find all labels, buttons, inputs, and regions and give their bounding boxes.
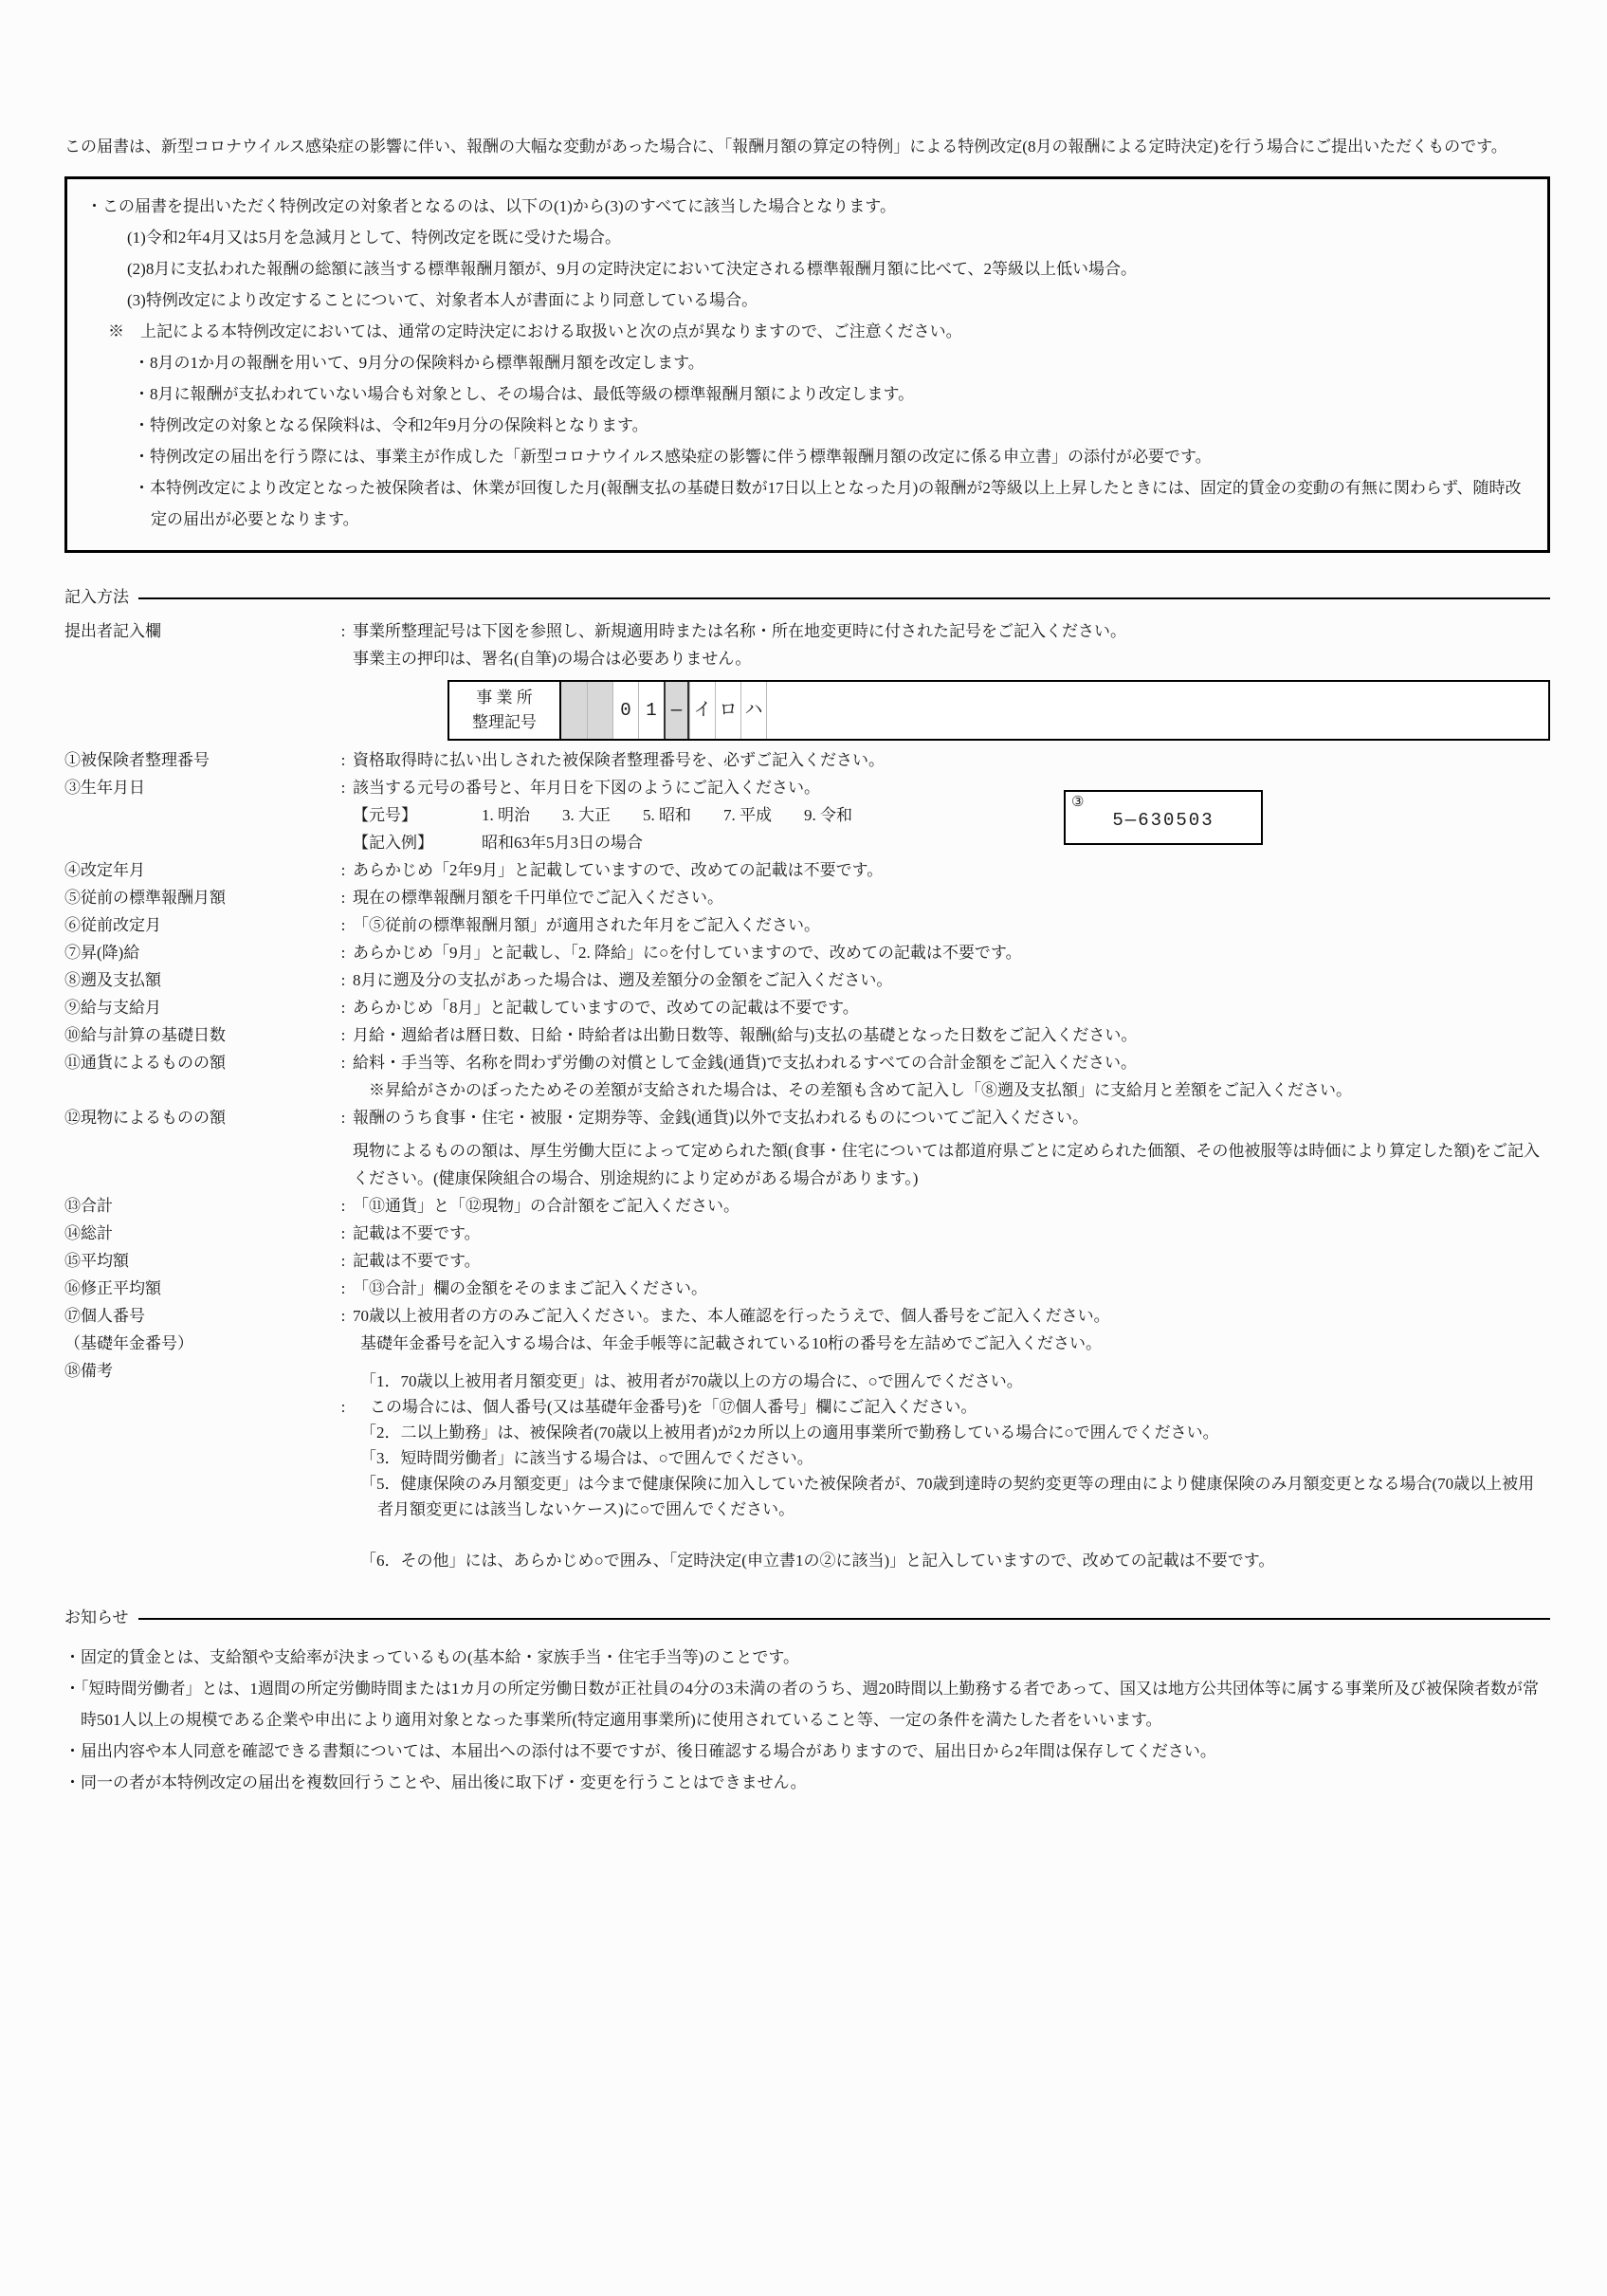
- howto-row-item4: [64, 856, 1550, 884]
- item-text-2: 基礎年金番号を記入する場合は、年金手帳等に記載されている10桁の番号を左詰めでご記入ください。: [360, 1334, 1102, 1352]
- office-code-cell: 0: [612, 682, 638, 739]
- notice-item: ・固定的賃金とは、支給額や支給率が決まっているもの(基本給・家族手当・住宅手当等)のことです。: [64, 1648, 799, 1666]
- notice-item: ・「短時間労働者」とは、1週間の所定労働時間または1カ月の所定労働日数が正社員の4分の3未満の者のうち、週20時間以上勤務する者であって、国又は地方公共団体等に属する事業所及び被保険者数が常時501人以上の規模である企業や申出により適用対象となった事業所(特定適用事業所)に使用されていること等、一定の条件を満たした者をいいます。: [64, 1680, 1539, 1729]
- item-colon: :: [340, 1109, 346, 1127]
- item-label: 提出者記入欄: [64, 622, 161, 640]
- remarks-line-3: 「2．二以上勤務」は、被保険者(70歳以上被用者)が2カ所以上の適用事業所で勤務している場合に○で囲んでください。: [360, 1424, 1219, 1442]
- notice-list: [64, 1642, 1550, 1798]
- item-text: 「⑪通貨」と「⑫現物」の合計額をご記入ください。: [353, 1197, 740, 1215]
- howto-row-item13: [64, 1192, 1550, 1220]
- birthdate-sample-box: [1064, 790, 1263, 845]
- item-colon: :: [340, 944, 346, 962]
- office-code-cell: [766, 682, 792, 739]
- item-colon: :: [340, 779, 346, 797]
- item-sublabel: （基礎年金番号）: [64, 1334, 193, 1352]
- item-colon: :: [340, 889, 346, 907]
- remarks-line-6: 「6．その他」には、あらかじめ○で囲み、「定時決定(申立書1の②に該当)」と記入していますので、改めての記載は不要です。: [360, 1552, 1275, 1570]
- howto-row-item7: [64, 939, 1550, 966]
- item-text: 「⑤従前の標準報酬月額」が適用された年月をご記入ください。: [353, 916, 820, 934]
- howto-list: [64, 617, 1550, 1573]
- item-text: [353, 617, 1550, 746]
- item-text: 給料・手当等、名称を問わず労働の対償として金銭(通貨)で支払われるすべての合計金額をご記入ください。: [353, 1054, 1137, 1072]
- item-text: 記載は不要です。: [353, 1252, 481, 1270]
- item-label: ⑪通貨によるものの額: [64, 1054, 226, 1072]
- notice-box-line: ・この届書を提出いただく特例改定の対象者となるのは、以下の(1)から(3)のすべてに該当した場合となります。: [86, 197, 896, 215]
- office-code-cell: —: [664, 682, 689, 739]
- howto-row-item6: [64, 911, 1550, 939]
- item-label: ⑫現物によるものの額: [64, 1109, 226, 1127]
- item-label: ①被保険者整理番号: [64, 751, 210, 769]
- howto-row-item18: [64, 1357, 1550, 1573]
- era-example-line: [353, 829, 1550, 856]
- item-label: ⑱備考: [64, 1362, 113, 1380]
- item-text: 資格取得時に払い出しされた被保険者整理番号を、必ずご記入ください。: [353, 751, 885, 769]
- howto-row-item5: [64, 884, 1550, 911]
- item-label: ⑥従前改定月: [64, 916, 161, 934]
- item-label: ③生年月日: [64, 779, 145, 797]
- office-code-table: [447, 680, 1550, 741]
- item-label: ⑦昇(降)給: [64, 944, 140, 962]
- item-text: あらかじめ「9月」と記載し、「2. 降給」に○を付していますので、改めての記載は不要です。: [353, 944, 1022, 962]
- notice-box-line: ・特例改定の届出を行う際には、事業主が作成した「新型コロナウイルス感染症の影響に伴う標準報酬月額の改定に係る申立書」の添付が必要です。: [134, 448, 1212, 466]
- item-colon: :: [340, 622, 346, 640]
- item-text: 8月に遡及分の支払があった場合は、遡及差額分の金額をご記入ください。: [353, 971, 893, 989]
- era-options-line: [353, 801, 1550, 829]
- item-colon: :: [340, 1252, 346, 1270]
- section-title: お知らせ: [64, 1608, 129, 1626]
- submitter-line-1: 事業所整理記号は下図を参照し、新規適用時または名称・所在地変更時に付された記号をご記入ください。: [353, 622, 1126, 640]
- item-label: ⑬合計: [64, 1197, 113, 1215]
- item-text: あらかじめ「8月」と記載していますので、改めての記載は不要です。: [353, 999, 859, 1017]
- sample-box-value: 5—630503: [1112, 810, 1214, 831]
- notice-box-line: (2)8月に支払われた報酬の総額に該当する標準報酬月額が、9月の定時決定において決定される標準報酬月額に比べて、2等級以上低い場合。: [127, 260, 1137, 278]
- remarks-line-4: 「3．短時間労働者」に該当する場合は、○で囲んでください。: [360, 1449, 813, 1467]
- howto-row-item16: [64, 1275, 1550, 1302]
- item-colon: :: [340, 751, 346, 769]
- howto-section-heading: [64, 587, 1550, 608]
- item-colon: :: [340, 861, 346, 879]
- item-label: ⑮平均額: [64, 1252, 129, 1270]
- howto-row-submitter: [64, 617, 1550, 746]
- notice-box-line: (3)特例改定により改定することについて、対象者本人が書面により同意している場合。: [127, 291, 758, 309]
- howto-row-item11: [64, 1049, 1550, 1104]
- office-code-cell: ロ: [715, 682, 740, 739]
- howto-row-item10: [64, 1021, 1550, 1049]
- item-label: ⑧遡及支払額: [64, 971, 161, 989]
- notice-item: ・同一の者が本特例改定の届出を複数回行うことや、届出後に取下げ・変更を行うことはできません。: [64, 1773, 807, 1791]
- era-label: 【元号】: [353, 806, 417, 824]
- item-colon: :: [340, 1307, 346, 1325]
- howto-row-item9: [64, 994, 1550, 1021]
- office-code-cell: ハ: [740, 682, 766, 739]
- heading-rule: [138, 1618, 1551, 1620]
- office-code-table-label: [449, 682, 561, 739]
- item-label-block: [64, 1302, 334, 1357]
- item-label: ⑯修正平均額: [64, 1279, 161, 1297]
- item-text: 70歳以上被用者の方のみご記入ください。また、本人確認を行ったうえで、個人番号をご記入ください。: [353, 1307, 1110, 1325]
- office-code-cell: 1: [638, 682, 664, 739]
- item-text: 現在の標準報酬月額を千円単位でご記入ください。: [353, 889, 723, 907]
- item-colon: :: [340, 999, 346, 1017]
- notice-box-line: ・本特例改定により改定となった被保険者は、休業が回復した月(報酬支払の基礎日数が17日以上となった月)の報酬が2等級以上上昇したときには、固定的賃金の変動の有無に関わらず、随時改定の届出が必要となります。: [134, 479, 1522, 528]
- item-colon: :: [340, 916, 346, 934]
- notice-box-line: (1)令和2年4月又は5月を急減月として、特例改定を既に受けた場合。: [127, 229, 621, 247]
- item-colon: :: [340, 1054, 346, 1072]
- item-paragraph: 現物によるものの額は、厚生労働大臣によって定められた額(食事・住宅については都道府県ごとに定められた価額、その他被服等は時価により算定した額)をご記入ください。(健康保険組合の場合、別途規約により定めがある場合があります。): [353, 1142, 1540, 1187]
- notice-box-line: ・特例改定の対象となる保険料は、令和2年9月分の保険料となります。: [134, 416, 648, 434]
- item-text: 記載は不要です。: [353, 1224, 481, 1242]
- howto-row-item3: [64, 774, 1550, 856]
- item-colon: :: [340, 1026, 346, 1044]
- birthdate-help-block: [353, 774, 1550, 856]
- item-label: ④改定年月: [64, 861, 145, 879]
- item-text-block: [353, 1104, 1550, 1192]
- howto-row-item8: [64, 966, 1550, 994]
- item-colon: :: [340, 1224, 346, 1242]
- item-text-block: [353, 1302, 1550, 1357]
- heading-rule: [138, 597, 1550, 599]
- section-title: 記入方法: [64, 588, 129, 606]
- notice-section-heading: [64, 1607, 1550, 1628]
- item-label: ⑭総計: [64, 1224, 113, 1242]
- item-colon: :: [340, 1279, 346, 1297]
- item-text: 月給・週給者は暦日数、日給・時給者は出勤日数等、報酬(給与)支払の基礎となった日数をご記入ください。: [353, 1026, 1138, 1044]
- notice-box-line: ・8月に報酬が支払われていない場合も対象とし、その場合は、最低等級の標準報酬月額により改定します。: [134, 385, 915, 403]
- howto-row-item12: [64, 1104, 1550, 1192]
- howto-row-item17: [64, 1302, 1550, 1357]
- era-options: 1. 明治 3. 大正 5. 昭和 7. 平成 9. 令和: [482, 806, 852, 824]
- intro-paragraph: この届書は、新型コロナウイルス感染症の影響に伴い、報酬の大幅な変動があった場合に、「報酬月額の算定の特例」による特例改定(8月の報酬による定時決定)を行う場合にご提出いただくものです。: [64, 138, 1507, 156]
- sample-box-number: ③: [1071, 795, 1085, 810]
- item-label: ⑩給与計算の基礎日数: [64, 1026, 226, 1044]
- remarks-block: [353, 1357, 1550, 1573]
- item-text: あらかじめ「2年9月」と記載していますので、改めての記載は不要です。: [353, 861, 884, 879]
- remarks-line-2: この場合には、個人番号(又は基礎年金番号)を「⑰個人番号」欄にご記入ください。: [370, 1398, 977, 1416]
- item-note: ※昇給がさかのぼったためその差額が支給された場合は、その差額も含めて記入し「⑧遡及支払額」に支給月と差額をご記入ください。: [369, 1081, 1352, 1099]
- office-code-label-line1: 事 業 所: [476, 689, 533, 707]
- remarks-line-5: 「5．健康保険のみ月額変更」は今まで健康保険に加入していた被保険者が、70歳到達時の契約変更等の理由により健康保険のみ月額変更となる場合(70歳以上被用者月額変更には該当しないケース)に○で囲んでください。: [360, 1475, 1535, 1518]
- item-label: ⑰個人番号: [64, 1307, 145, 1325]
- item-text: 該当する元号の番号と、年月日を下図のようにご記入ください。: [353, 779, 820, 797]
- item-colon: :: [340, 1398, 346, 1416]
- office-code-label-line2: 整理記号: [472, 713, 537, 731]
- submitter-line-2: 事業主の押印は、署名(自筆)の場合は必要ありません。: [353, 650, 752, 668]
- example-text: 昭和63年5月3日の場合: [482, 834, 643, 852]
- howto-row-item14: [64, 1220, 1550, 1247]
- example-label: 【記入例】: [353, 834, 433, 852]
- item-text-block: [353, 1049, 1550, 1104]
- item-text: 報酬のうち食事・住宅・被服・定期券等、金銭(通貨)以外で支払われるものについてご記入ください。: [353, 1109, 1088, 1127]
- howto-row-item1: [64, 746, 1550, 774]
- item-text: 「⑬合計」欄の金額をそのままご記入ください。: [353, 1279, 707, 1297]
- notice-item: ・届出内容や本人同意を確認できる書類については、本届出への添付は不要ですが、後日確認する場合がありますので、届出日から2年間は保存してください。: [64, 1742, 1216, 1760]
- page-content: [64, 131, 1550, 1798]
- notice-box-line: ・8月の1か月の報酬を用いて、9月分の保険料から標準報酬月額を改定します。: [134, 354, 704, 372]
- office-code-cell: イ: [689, 682, 715, 739]
- item-colon: :: [340, 971, 346, 989]
- item-label: ⑤従前の標準報酬月額: [64, 889, 226, 907]
- remarks-line-1: 「1．70歳以上被用者月額変更」は、被用者が70歳以上の方の場合に、○で囲んでください。: [360, 1372, 1023, 1390]
- notice-box-line: ※ 上記による本特例改定においては、通常の定時決定における取扱いと次の点が異なりますので、ご注意ください。: [108, 322, 962, 340]
- office-code-cell: [561, 682, 587, 739]
- item-colon: :: [340, 1197, 346, 1215]
- office-code-cell: [587, 682, 612, 739]
- eligibility-notice-box: [64, 176, 1550, 553]
- item-label: ⑨給与支給月: [64, 999, 161, 1017]
- howto-row-item15: [64, 1247, 1550, 1275]
